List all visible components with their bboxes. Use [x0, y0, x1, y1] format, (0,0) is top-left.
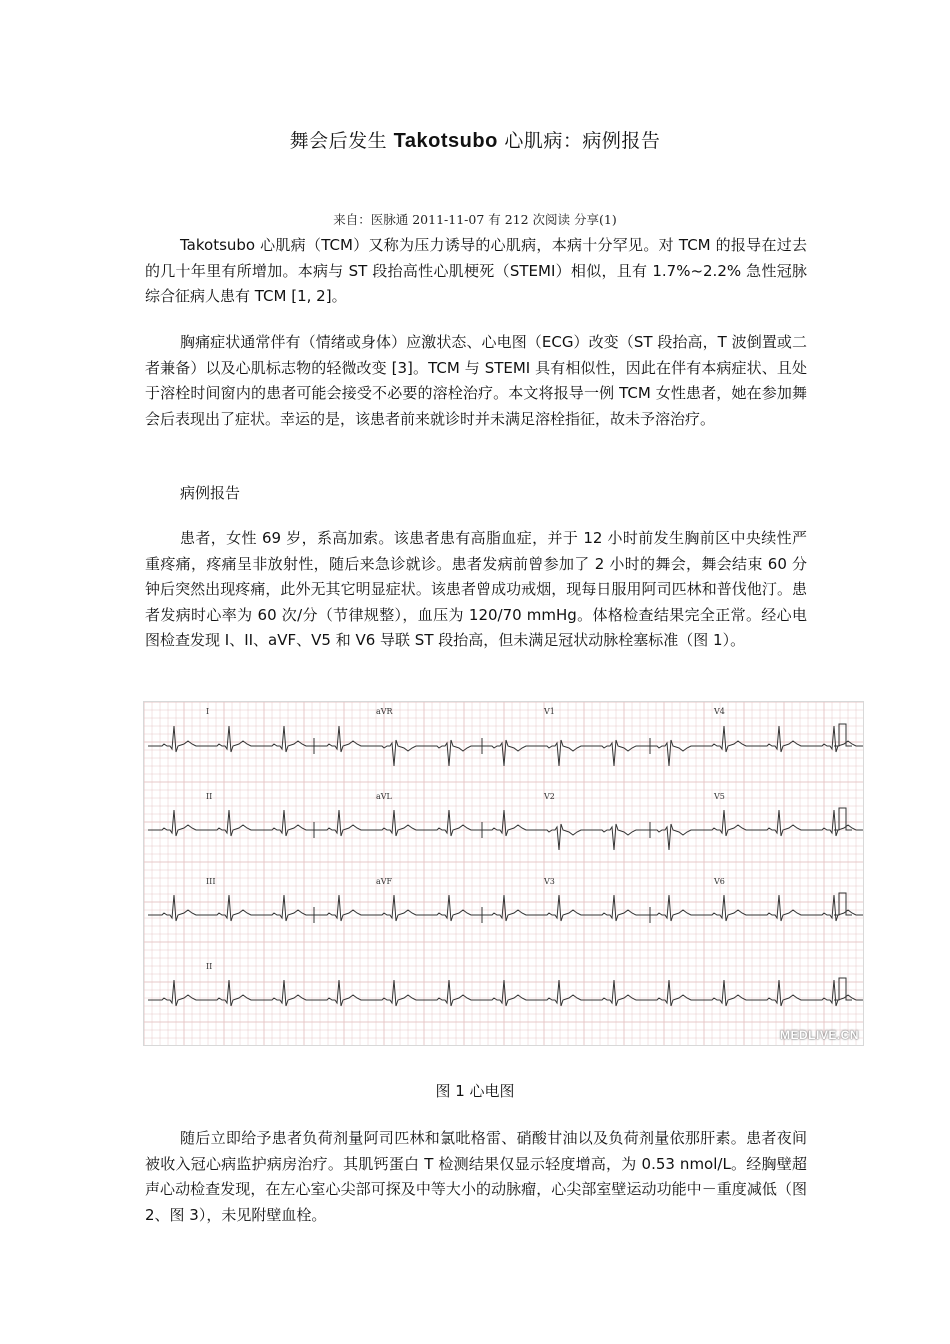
lead-label: II	[206, 962, 213, 971]
paragraph-case: 患者，女性 69 岁，系高加索。该患者患有高脂血症，并于 12 小时前发生胸前区中央续性严重疼痛，疼痛呈非放射性，随后来急诊就诊。患者发病前曾参加了 2 小时的舞会，舞会结束 60 分钟后突然出现疼痛，此外无其它明显症状。该患者曾成功戒烟，现每日服用阿司匹林和普伐他汀。患者发病时心率为 60 次/分（节律规整），血压为 120/70 mmHg。体格检查结果完全正常。经心电图检查发现 I、II、aVF、V5 和 V6 导联 ST 段抬高，但未满足冠状动脉栓塞标准（图 1）。	[145, 529, 807, 649]
paragraph-intro: Takotsubo 心肌病（TCM）又称为压力诱导的心肌病，本病十分罕见。对 TCM 的报导在过去的几十年里有所增加。本病与 ST 段抬高性心肌梗死（STEMI）相似，且有 1.7%~2.2% 急性冠脉综合征病人患有 TCM [1, 2]。	[145, 236, 807, 305]
paragraph-treatment: 随后立即给予患者负荷剂量阿司匹林和氯吡格雷、硝酸甘油以及负荷剂量依那肝素。患者夜间被收入冠心病监护病房治疗。其肌钙蛋白 T 检测结果仅显示轻度增高，为 0.53 nmol/L。经胸壁超声心动检查发现，在左心室心尖部可探及中等大小的动脉瘤，心尖部室壁运动功能中－重度减低（图 2、图 3），未见附壁血栓。	[145, 1129, 807, 1224]
ecg-trace-row	[148, 810, 863, 850]
watermark: MEDLIVE.CN	[779, 1028, 859, 1042]
ecg-trace-row	[148, 726, 863, 766]
ecg-graph	[144, 702, 863, 1045]
title-bold: Takotsubo	[393, 130, 498, 152]
lead-label: aVL	[376, 792, 392, 801]
ecg-grid-major	[144, 702, 863, 1045]
paragraph-background: 胸痛症状通常伴有（情绪或身体）应激状态、心电图（ECG）改变（ST 段抬高，T 波倒置或二者兼备）以及心肌标志物的轻微改变 [3]。TCM 与 STEMI 具有相似性，因此在伴有本病症状、且处于溶栓时间窗内的患者可能会接受不必要的溶栓治疗。本文将报导一例 TCM 女性患者，她在参加舞会后表现出了症状。幸运的是，该患者前来就诊时并未满足溶栓指征，故未予溶治疗。	[145, 333, 807, 428]
ecg-figure	[143, 701, 864, 1046]
lead-label: V1	[544, 707, 555, 716]
ecg-calibration-pulse	[834, 978, 852, 1000]
section-heading: 病例报告	[180, 484, 241, 502]
article-meta: 来自：医脉通 2011-11-07 有 212 次阅读 分享(1)	[333, 212, 617, 227]
article-title	[0, 126, 950, 153]
lead-label: V5	[714, 792, 725, 801]
ecg-calibration-pulse	[834, 893, 852, 915]
ecg-trace-row	[148, 980, 863, 1006]
title-suffix: 心肌病：病例报告	[497, 130, 661, 152]
lead-label: aVF	[376, 877, 393, 886]
ecg-trace-row	[148, 895, 863, 921]
ecg-calibration-pulse	[834, 808, 852, 830]
lead-label: V4	[714, 707, 725, 716]
ecg-calibration-pulse	[834, 724, 852, 746]
lead-label: V3	[544, 877, 555, 886]
lead-label: II	[206, 792, 213, 801]
lead-label: aVR	[376, 707, 393, 716]
title-prefix: 舞会后发生	[289, 130, 394, 152]
lead-label: III	[206, 877, 216, 886]
lead-label: V6	[714, 877, 725, 886]
lead-label: V2	[544, 792, 555, 801]
lead-label: I	[206, 707, 210, 716]
figure-caption: 图 1 心电图	[435, 1082, 515, 1100]
